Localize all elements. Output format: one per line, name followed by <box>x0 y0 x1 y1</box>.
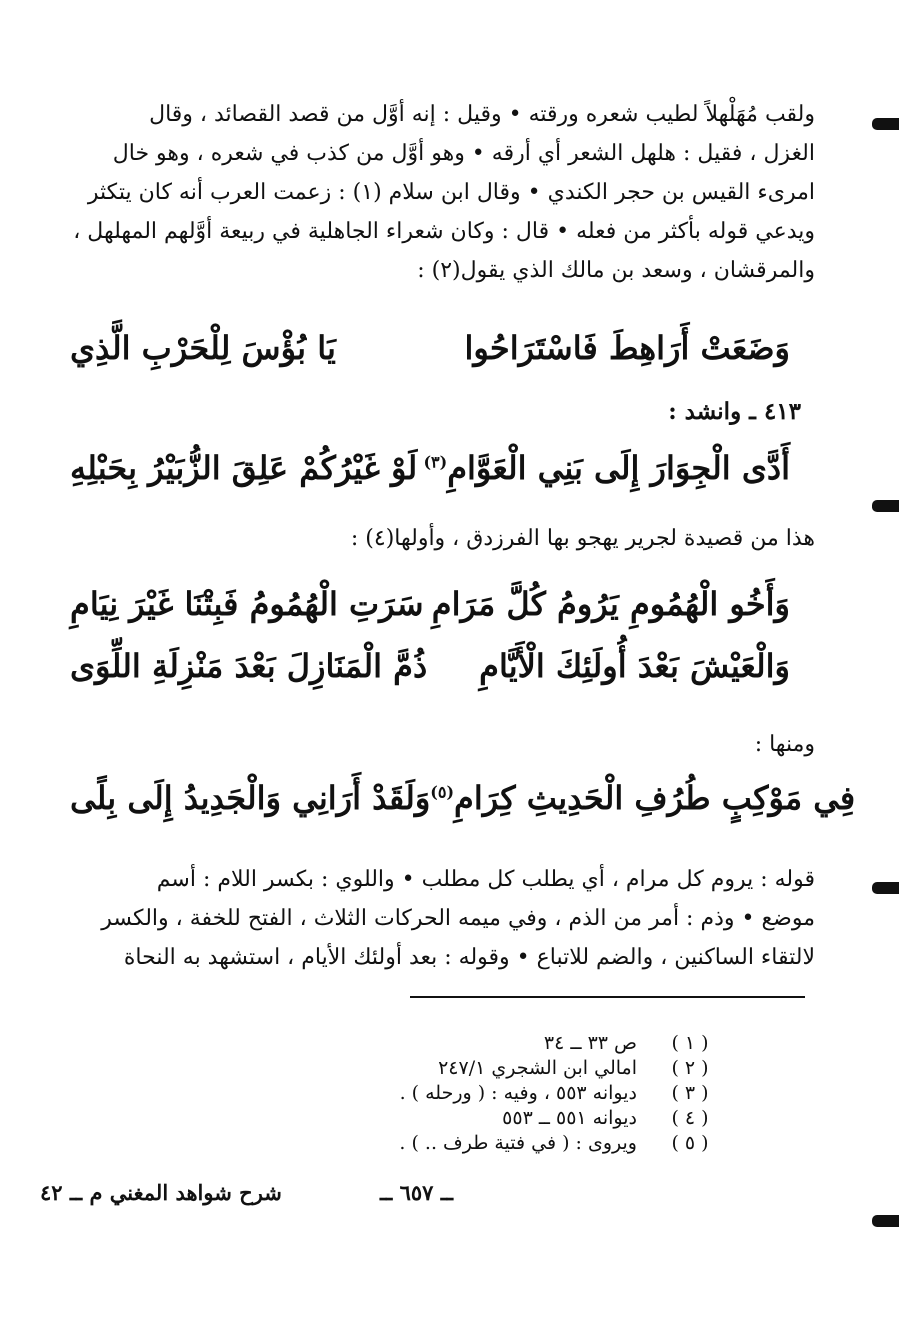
verse-5 <box>70 768 856 828</box>
footnote-text: ديوانه ٥٥٣ ، وفيه : ( ورحله ) . <box>399 1082 637 1104</box>
prose-line: والمرقشان ، وسعد بن مالك الذي يقول(٢) : <box>417 258 815 283</box>
prose-line: موضع • وذم : أمر من الذم ، وفي ميمه الحركات الثلاث ، الفتح للخفة ، والكسر <box>101 906 815 931</box>
prose-line: امرىء القيس بن حجر الكندي • وقال ابن سلام (١) : زعمت العرب أنه كان يتكثر <box>87 180 815 205</box>
verse-second-hemistich: وَالْعَيْشَ بَعْدَ أُولَئِكَ الْأَيَّامِ <box>479 647 790 685</box>
footer-book-title: شرح شواهد المغني م ــ ٤٢ <box>40 1180 282 1205</box>
prose-bottom <box>55 860 815 977</box>
footnote-row <box>330 1057 725 1081</box>
footnote-text: ص ٣٣ ــ ٣٤ <box>543 1032 637 1054</box>
footnote-row <box>330 1132 725 1156</box>
edge-tab-mark <box>872 500 899 512</box>
prose-line: ويدعي قوله بأكثر من فعله • قال : وكان شعراء الجاهلية في ربيعة أوَّلهم المهلهل ، <box>73 219 815 244</box>
verse-second-hemistich: فِي مَوْكِبٍ طُرُفِ الْحَدِيثِ كِرَامِ <box>454 779 856 817</box>
verse-second-hemistich: وَضَعَتْ أَرَاهِطَ فَاسْتَرَاحُوا <box>464 329 790 367</box>
verse-second-wrap <box>430 779 855 817</box>
verse-second-wrap <box>423 449 790 487</box>
footnote-text: ديوانه ٥٥١ ــ ٥٥٣ <box>502 1107 637 1129</box>
prose-top <box>55 95 815 290</box>
verse-2 <box>70 438 790 498</box>
minha-label: ومنها : <box>754 732 815 757</box>
edge-tab-mark <box>872 882 899 894</box>
edge-tab-mark <box>872 118 899 130</box>
footnote-number: ( ٥ ) <box>671 1132 709 1154</box>
footnote-row <box>330 1032 725 1056</box>
footnote-text: امالي ابن الشجري ٢٤٧/١ <box>438 1057 637 1079</box>
verse-first-hemistich: لَوْ غَيْرُكُمْ عَلِقَ الزُّبَيْرُ بِحَبْلِهِ <box>70 449 418 487</box>
footnote-text: ويروى : ( في فتية طرف .. ) . <box>399 1132 637 1154</box>
footnote-divider <box>410 996 805 998</box>
verse-first-hemistich: ذُمَّ الْمَنَازِلَ بَعْدَ مَنْزِلَةِ اللِّوَى <box>70 647 428 685</box>
verse-number-heading: ٤١٣ ـ وانشد : <box>668 398 801 425</box>
verse-second-hemistich: أَدَّى الْجِوَارَ إِلَى بَنِي الْعَوَّامِ <box>447 449 790 487</box>
footnote-row <box>330 1107 725 1131</box>
footnote-number: ( ٣ ) <box>671 1082 709 1104</box>
verse-3 <box>70 574 790 634</box>
verse-first-hemistich: سَرَتِ الْهُمُومُ فَبِتْنَا غَيْرَ نِيَامِ <box>70 585 424 623</box>
verse-first-hemistich: يَا بُؤْسَ لِلْحَرْبِ الَّذِي <box>70 329 336 367</box>
verse-first-hemistich: وَلَقَدْ أَرَانِي وَالْجَدِيدُ إِلَى بِلًى <box>70 779 431 817</box>
intro-line: هذا من قصيدة لجرير يهجو بها الفرزدق ، وأولها(٤) : <box>350 526 815 551</box>
verse-1 <box>70 318 790 378</box>
footnote-marker: (٣) <box>423 452 448 472</box>
verse-4 <box>70 636 790 696</box>
footnote-number: ( ٢ ) <box>671 1057 709 1079</box>
prose-line: لالتقاء الساكنين ، والضم للاتباع • وقوله : بعد أولئك الأيام ، استشهد به النحاة <box>123 945 815 970</box>
footer-page-number: ــ ٦٥٧ ــ <box>380 1180 454 1205</box>
prose-line: قوله : يروم كل مرام ، أي يطلب كل مطلب • واللوي : بكسر اللام : أسم <box>156 867 815 892</box>
footnote-marker: (٥) <box>430 782 455 802</box>
prose-line: الغزل ، فقيل : هلهل الشعر أي أرقه • وهو أوَّل من كذب في شعره ، وهو خال <box>112 141 815 166</box>
footnote-row <box>330 1082 725 1106</box>
prose-line: ولقب مُهَلْهلاً لطيب شعره ورقته • وقيل : إنه أوَّل من قصد القصائد ، وقال <box>149 102 815 127</box>
verse-second-hemistich: وَأَخُو الْهُمُومِ يَرُومُ كُلَّ مَرَامِ <box>431 585 790 623</box>
edge-tab-mark <box>872 1215 899 1227</box>
footnote-number: ( ٤ ) <box>671 1107 709 1129</box>
footnote-number: ( ١ ) <box>671 1032 709 1054</box>
